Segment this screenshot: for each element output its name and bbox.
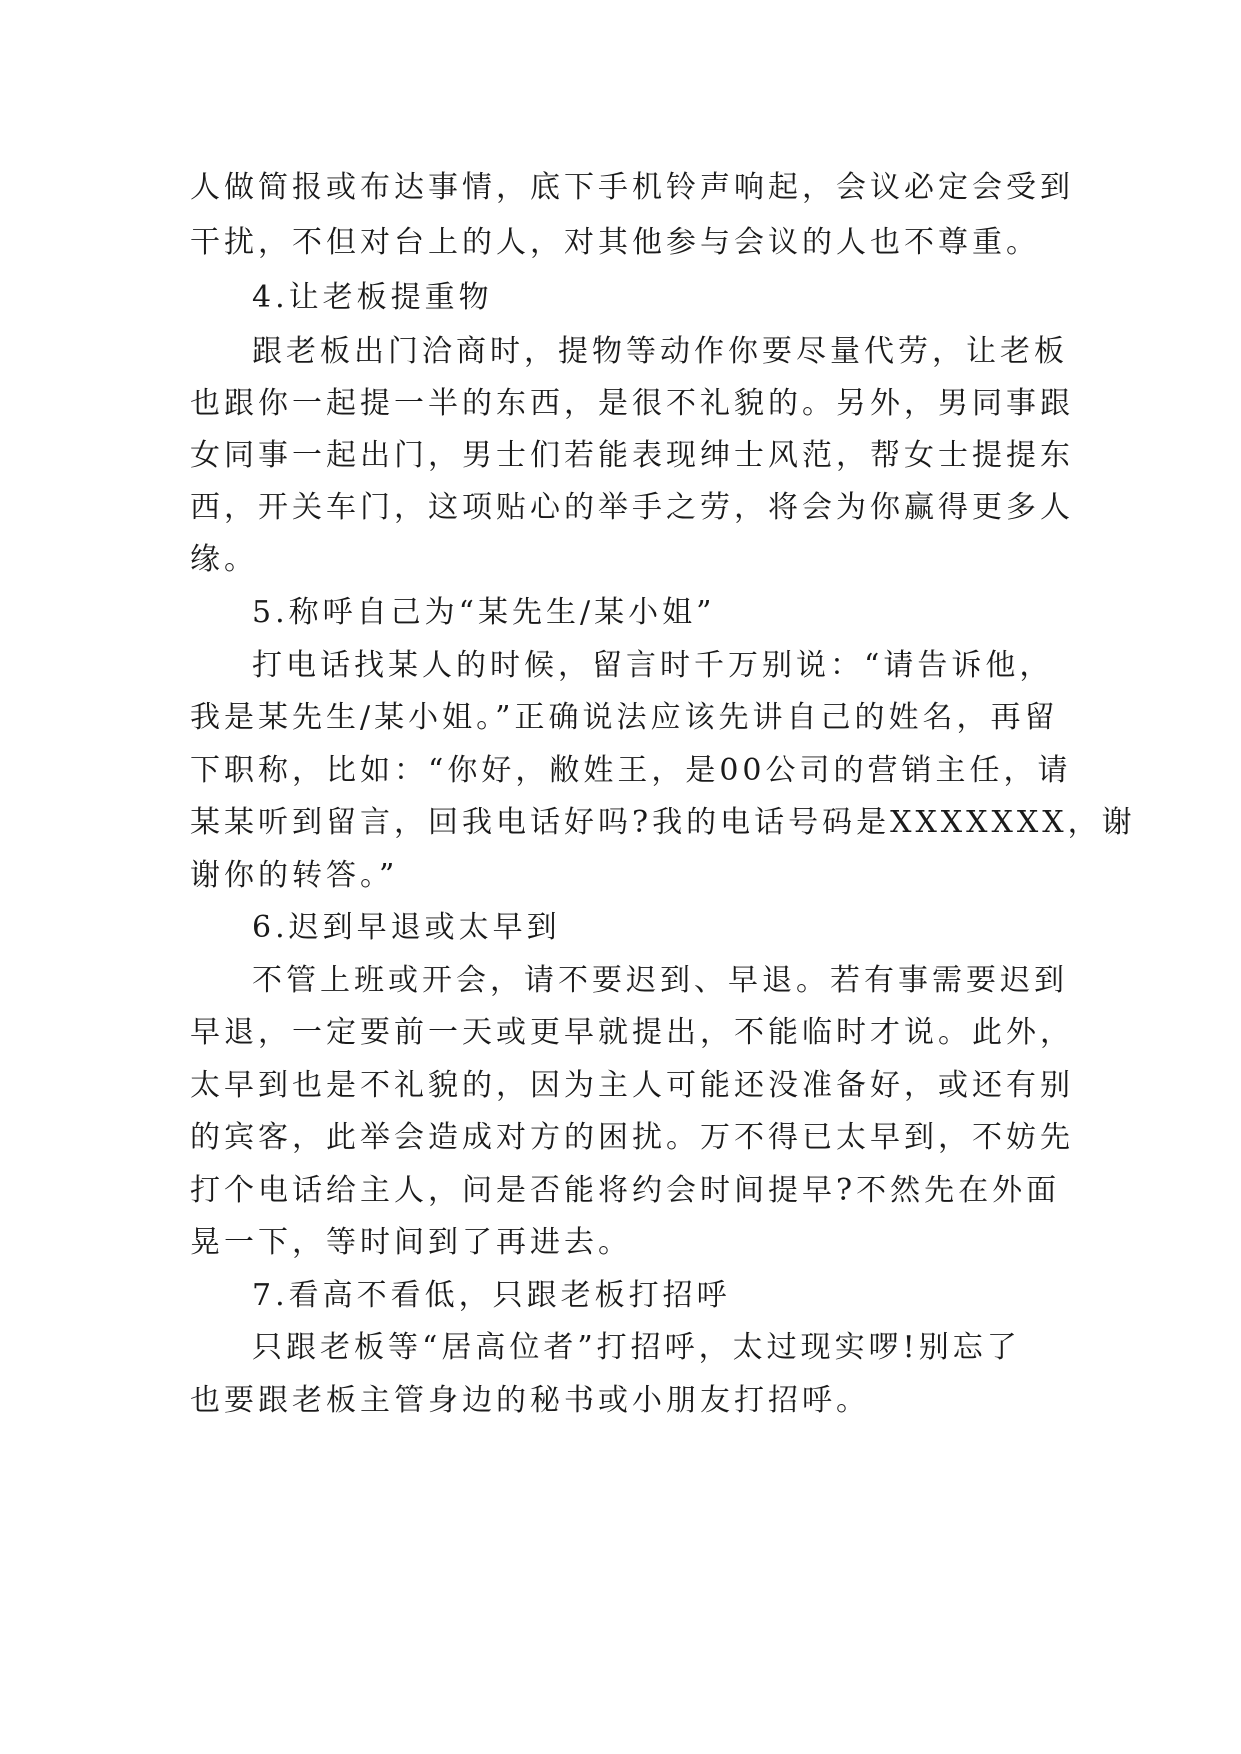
body-text-line: 跟老板出门洽商时，提物等动作你要尽量代劳，让老板 [252, 334, 1068, 369]
body-text-line: 谢你的转答。” [190, 858, 399, 893]
body-text-line: 晃一下，等时间到了再进去。 [190, 1225, 632, 1260]
body-text-line: 也跟你一起提一半的东西，是很不礼貌的。另外，男同事跟 [190, 386, 1074, 421]
body-text-line: 打个电话给主人，问是否能将约会时间提早?不然先在外面 [190, 1173, 1061, 1208]
body-text-line: 太早到也是不礼貌的，因为主人可能还没准备好，或还有别 [190, 1068, 1074, 1103]
body-text-line: 我是某先生/某小姐。”正确说法应该先讲自己的姓名，再留 [190, 700, 1059, 735]
body-text-line: 不管上班或开会，请不要迟到、早退。若有事需要迟到 [252, 963, 1068, 998]
body-text-line: 也要跟老板主管身边的秘书或小朋友打招呼。 [190, 1383, 870, 1418]
body-text-line: 某某听到留言，回我电话好吗?我的电话号码是XXXXXXX，谢 [190, 805, 1136, 840]
body-text-line: 人做简报或布达事情，底下手机铃声响起，会议必定会受到 [190, 170, 1074, 205]
body-text-line: 打电话找某人的时候，留言时千万别说：“请告诉他， [252, 648, 1054, 683]
body-text-line: 早退，一定要前一天或更早就提出，不能临时才说。此外， [190, 1015, 1074, 1050]
section-heading: 5.称呼自己为“某先生/某小姐” [252, 595, 716, 630]
section-heading: 7.看高不看低，只跟老板打招呼 [252, 1278, 731, 1313]
body-text-line: 缘。 [190, 542, 258, 577]
body-text-line: 的宾客，此举会造成对方的困扰。万不得已太早到，不妨先 [190, 1120, 1074, 1155]
body-text-line: 只跟老板等“居高位者”打招呼，太过现实啰!别忘了 [252, 1330, 1021, 1365]
body-text-line: 干扰，不但对台上的人，对其他参与会议的人也不尊重。 [190, 225, 1040, 260]
body-text-line: 女同事一起出门，男士们若能表现绅士风范，帮女士提提东 [190, 438, 1074, 473]
section-heading: 6.迟到早退或太早到 [252, 910, 561, 945]
section-heading: 4.让老板提重物 [252, 280, 493, 315]
body-text-line: 下职称，比如：“你好，敝姓王，是00公司的营销主任，请 [190, 753, 1072, 788]
body-text-line: 西，开关车门，这项贴心的举手之劳，将会为你赢得更多人 [190, 490, 1074, 525]
